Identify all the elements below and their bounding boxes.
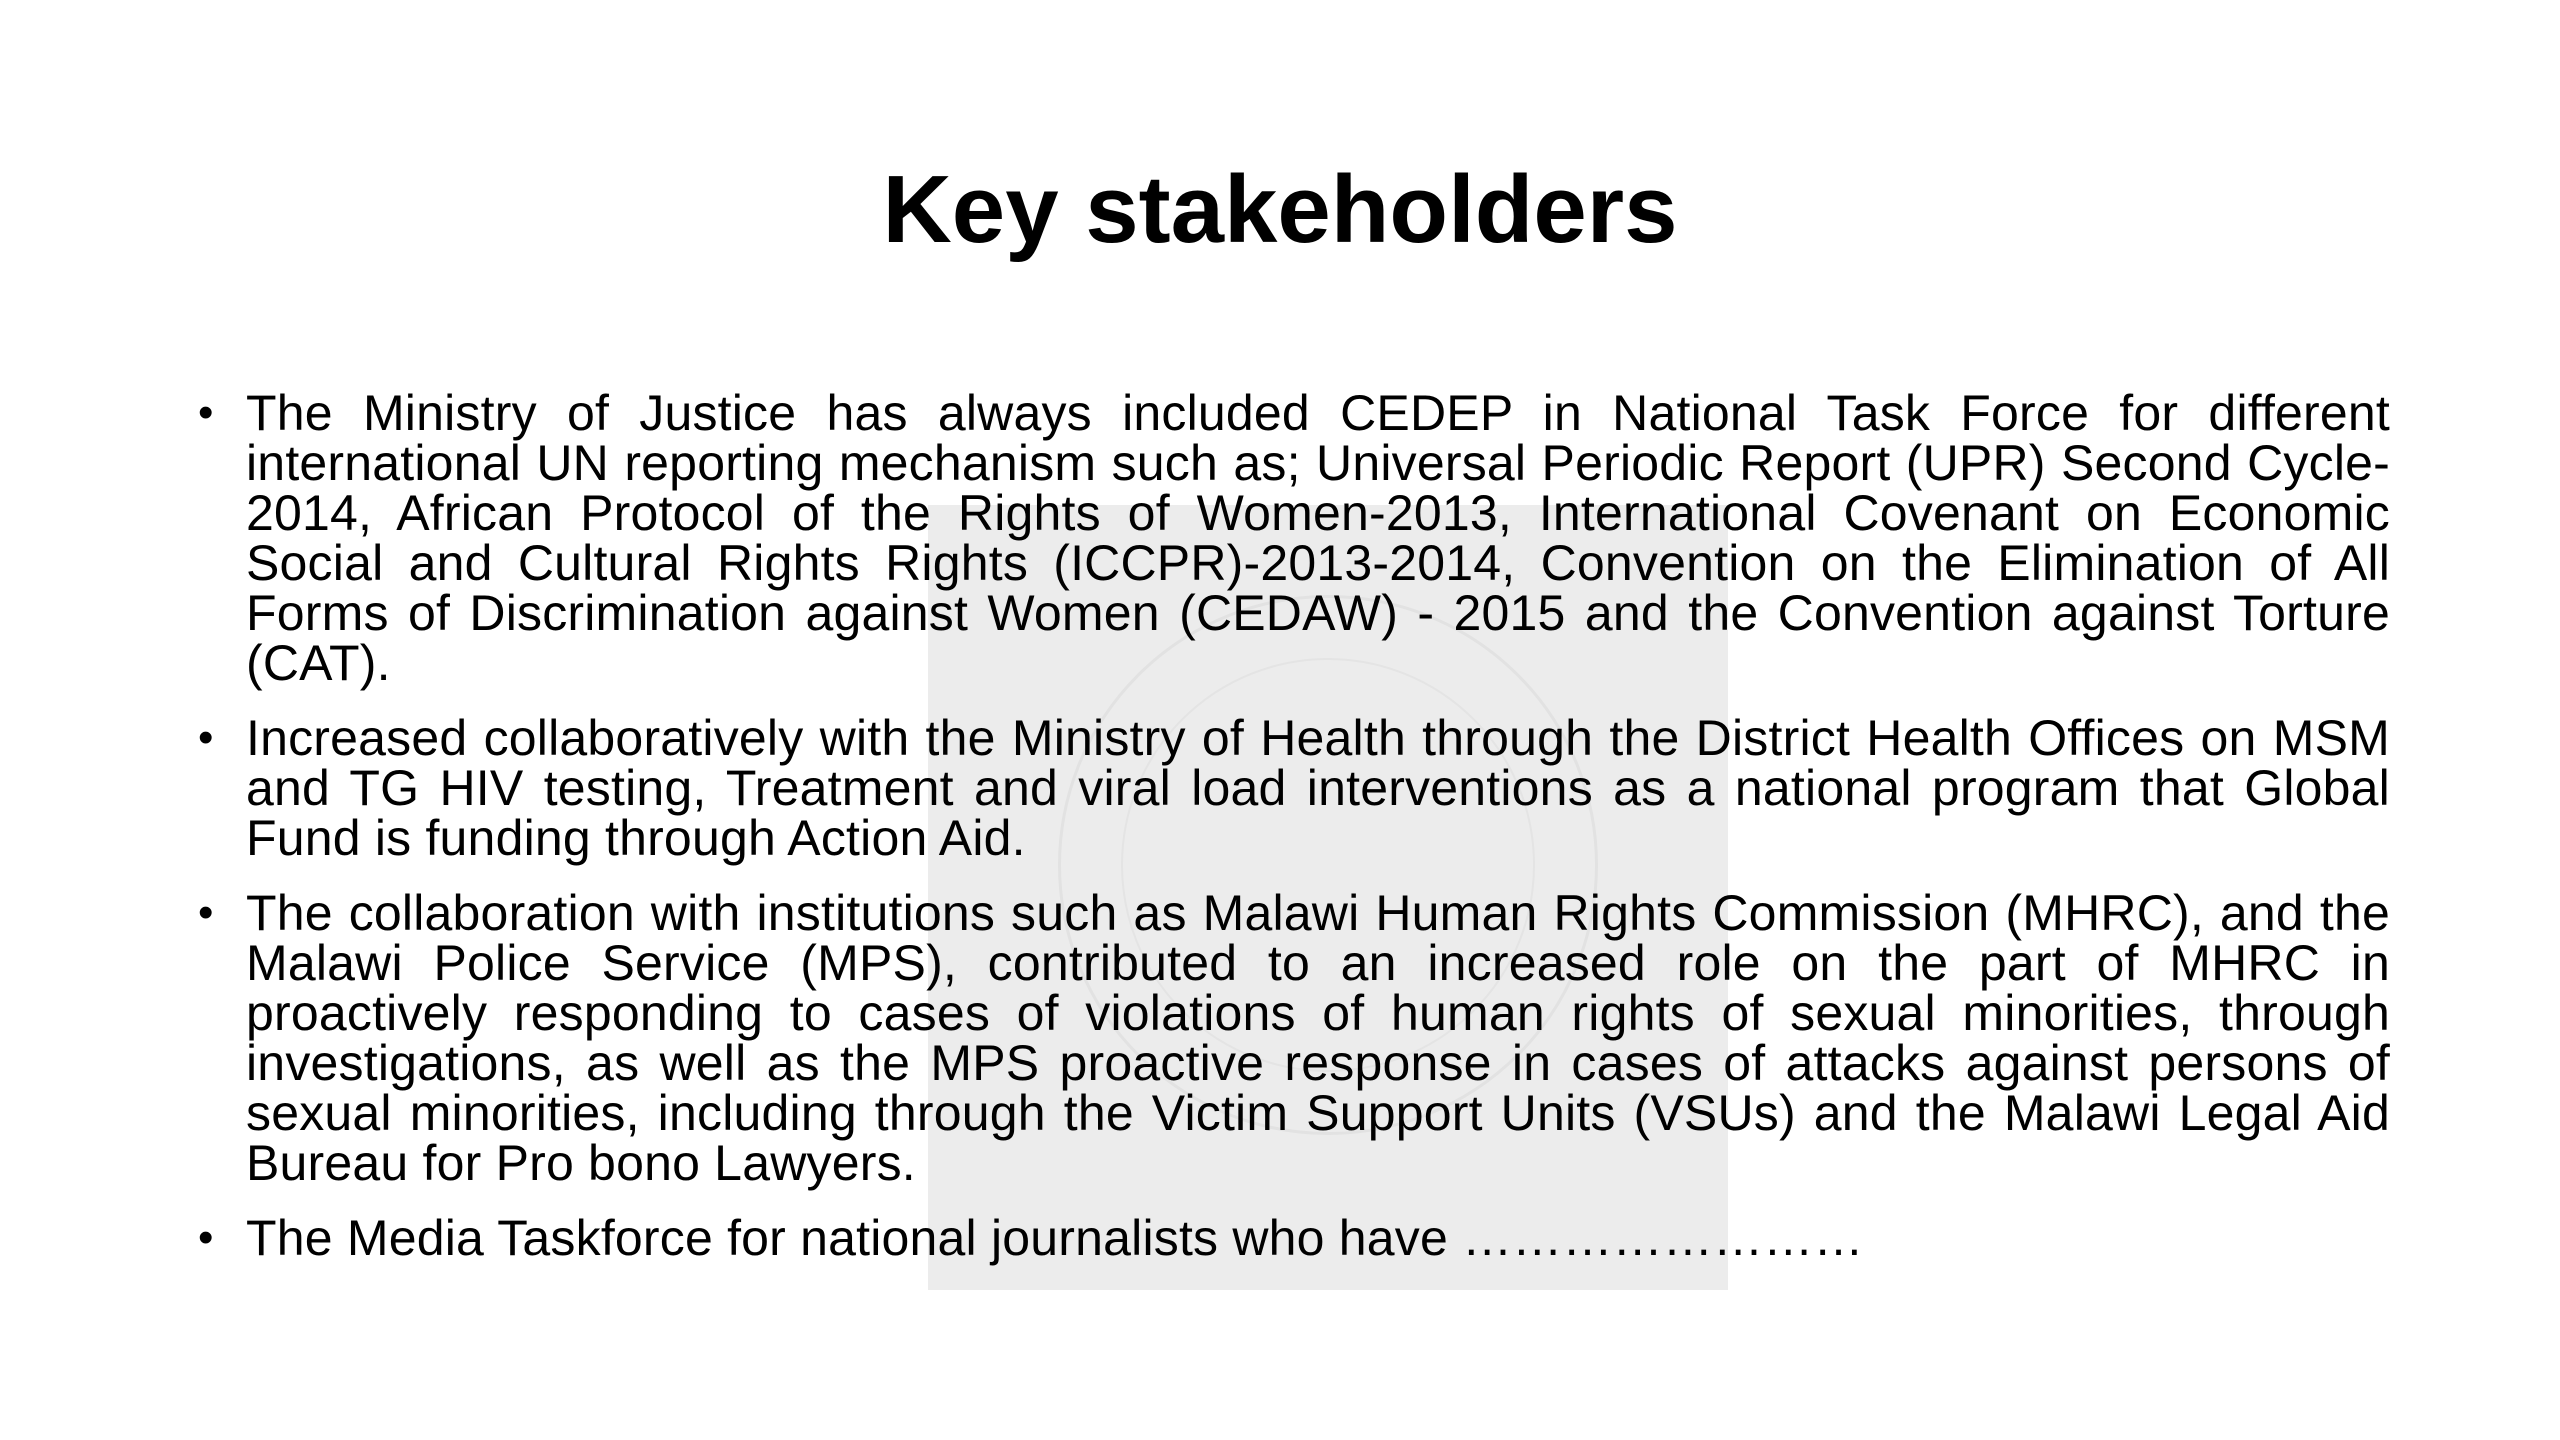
- bullet-icon: •: [198, 713, 214, 762]
- bullet-text: The Media Taskforce for national journalists who have ……………………: [246, 1210, 1864, 1266]
- slide-title: Key stakeholders: [882, 156, 1678, 263]
- bullet-list: [190, 385, 2390, 1288]
- bullet-icon: •: [198, 388, 214, 437]
- bullet-item: [190, 385, 2390, 691]
- bullet-item: [190, 710, 2390, 866]
- bullet-text: The collaboration with institutions such as Malawi Human Rights Commission (MHRC), and the Malawi Police Service (MPS), contributed to an increased role on the part of MHRC in proactively responding to cases of violations of human rights of sexual minorities, through investigations, as well as the MPS proactive response in cases of attacks against persons of sexual minorities, including through the Victim Support Units (VSUs) and the Malawi Legal Aid Bureau for Pro bono Lawyers.: [246, 885, 2390, 1191]
- bullet-text: Increased collaboratively with the Ministry of Health through the District Health Offices on MSM and TG HIV testing, Treatment and viral load interventions as a national program that Global Fund is funding through Action Aid.: [246, 710, 2390, 866]
- bullet-icon: •: [198, 888, 214, 937]
- bullet-icon: •: [198, 1213, 214, 1262]
- bullet-item: [190, 885, 2390, 1191]
- bullet-item: [190, 1210, 2390, 1266]
- bullet-text: The Ministry of Justice has always included CEDEP in National Task Force for different international UN reporting mechanism such as; Universal Periodic Report (UPR) Second Cycle-2014, African Protocol of the Rights of Women-2013, International Covenant on Economic Social and Cultural Rights Rights (ICCPR)-2013-2014, Convention on the Elimination of All Forms of Discrimination against Women (CEDAW) - 2015 and the Convention against Torture (CAT).: [246, 385, 2390, 691]
